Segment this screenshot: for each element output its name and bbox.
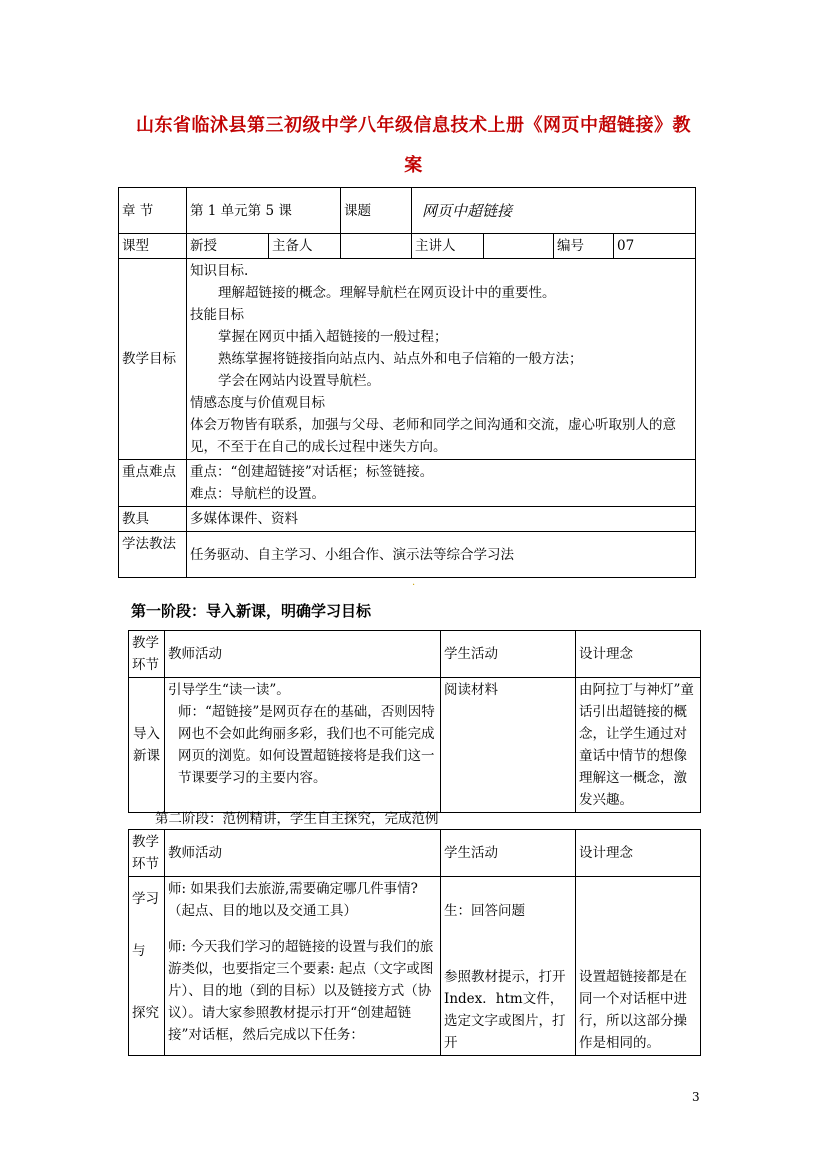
- label-method: 学法教法: [119, 532, 187, 578]
- type-value: 新授: [187, 234, 269, 259]
- lesson-info-table: [118, 187, 696, 578]
- goals-cell: [187, 259, 696, 460]
- stage1-teacher-2: 师：“超链接”是网页存在的基础，否则因特网也不会如此绚丽多彩，我们也不可能完成网页的浏览。如何设置超链接将是我们这一节课要学习的主要内容。: [178, 704, 435, 786]
- key-points-cell: [187, 460, 696, 507]
- goal-attitude-text: 体会万物皆有联系，加强与父母、老师和同学之间沟通和交流，虚心听取别人的意见，不至于在自己的成长过程中迷失方向。: [190, 417, 676, 455]
- stage2-teacher-cell: [165, 877, 441, 1056]
- page-number: 3: [692, 1090, 700, 1104]
- goal-knowledge-text: 理解超链接的概念。理解导航栏在网页设计中的重要性。: [218, 285, 556, 301]
- key-point: 重点：“创建超链接”对话框；标签链接。: [190, 464, 434, 480]
- label-goals: 教学目标: [119, 259, 187, 460]
- prepared-by-value: [341, 234, 412, 259]
- stage1-student: 阅读材料: [441, 678, 576, 813]
- goal-skill-2: 熟练掌握将链接指向站点内、站点外和电子信箱的一般方法；: [218, 351, 583, 367]
- stage2-table: [128, 829, 701, 1056]
- difficult-point: 难点：导航栏的设置。: [190, 486, 325, 502]
- stage2-step-1: 学习: [132, 891, 159, 907]
- stage2-student-1: 生：回答问题: [444, 903, 525, 919]
- label-topic: 课题: [341, 188, 412, 234]
- chapter-value: 第 1 单元第 5 课: [187, 188, 341, 234]
- stage2-teacher-1: 师: 如果我们去旅游,需要确定哪几件事情?（起点、目的地以及交通工具）: [168, 881, 418, 919]
- stage1-header-student: 学生活动: [441, 631, 576, 678]
- stage2-student-cell: [441, 877, 576, 1056]
- label-type: 课型: [119, 234, 187, 259]
- label-key-points: 重点难点: [119, 460, 187, 507]
- stage2-student-2: 参照教材提示，打开Index．htm文件，选定文字或图片，打开: [444, 969, 566, 1051]
- stage2-idea: 设置超链接都是在同一个对话框中进行，所以这部分操作是相同的。: [579, 969, 687, 1051]
- stray-dot: .: [412, 577, 416, 588]
- label-number: 编号: [554, 234, 614, 259]
- stage2-teacher-2: 师: 今天我们学习的超链接的设置与我们的旅游类似，也要指定三个要素: 起点（文字或图片）、目的地（到的目标）以及链接方式（协议）。请大家参照教材提示打开“创建超链接”对话框，然后完成以下任务：: [168, 939, 434, 1043]
- stage2-step-cell: [129, 877, 165, 1056]
- stage2-heading: 第二阶段：范例精讲，学生自主探究，完成范例: [155, 811, 439, 827]
- stage1-table: [128, 630, 701, 813]
- stage1-header-teacher: 教师活动: [165, 631, 441, 678]
- lecturer-value: [484, 234, 554, 259]
- stage2-header-idea: 设计理念: [576, 830, 701, 877]
- label-prepared-by: 主备人: [269, 234, 341, 259]
- stage2-step-3: 探究: [132, 1005, 159, 1021]
- stage2-idea-cell: [576, 877, 701, 1056]
- stage2-header-step: 教学环节: [129, 830, 165, 877]
- goal-knowledge-heading: 知识目标.: [190, 263, 249, 279]
- stage2-step-2: 与: [132, 943, 146, 959]
- topic-value: 网页中超链接: [412, 188, 696, 234]
- stage1-teacher-1: 引导学生“读一读”。: [168, 682, 290, 698]
- stage2-header-student: 学生活动: [441, 830, 576, 877]
- method-value: 任务驱动、自主学习、小组合作、演示法等综合学习法: [187, 532, 696, 578]
- document-title-line2: 案: [404, 155, 423, 176]
- stage1-teacher-cell: [165, 678, 441, 813]
- number-value: 07: [614, 234, 696, 259]
- label-tools: 教具: [119, 507, 187, 532]
- goal-skill-3: 学会在网站内设置导航栏。: [218, 373, 380, 389]
- tools-value: 多媒体课件、资料: [187, 507, 696, 532]
- stage1-header-idea: 设计理念: [576, 631, 701, 678]
- goal-skill-1: 掌握在网页中插入超链接的一般过程；: [218, 329, 448, 345]
- stage1-idea: 由阿拉丁与神灯”童话引出超链接的概念，让学生通过对童话中情节的想像理解这一概念，激发兴趣。: [576, 678, 701, 813]
- goal-skill-heading: 技能目标: [190, 307, 244, 323]
- stage1-heading: 第一阶段：导入新课，明确学习目标: [131, 602, 372, 620]
- stage1-header-step: 教学环节: [129, 631, 165, 678]
- goal-attitude-heading: 情感态度与价值观目标: [190, 395, 325, 411]
- label-lecturer: 主讲人: [412, 234, 484, 259]
- document-title-line1: 山东省临沭县第三初级中学八年级信息技术上册《网页中超链接》教: [136, 115, 691, 136]
- label-chapter: 章 节: [119, 188, 187, 234]
- stage2-header-teacher: 教师活动: [165, 830, 441, 877]
- stage1-step: 导入新课: [129, 678, 165, 813]
